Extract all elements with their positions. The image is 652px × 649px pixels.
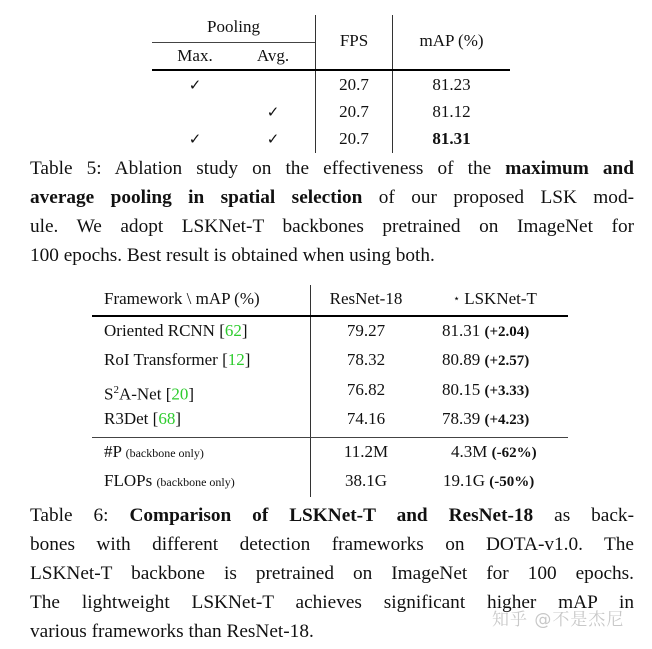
caption-text: various frameworks than ResNet-18.: [30, 621, 314, 642]
lsknet-map: 80.15: [442, 380, 481, 399]
superscript: 2: [113, 384, 119, 396]
lsknet-delta: (+3.33): [484, 383, 530, 399]
lsknet-value: [442, 409, 529, 430]
header-rule: [92, 315, 568, 317]
header-avg: Avg.: [256, 46, 290, 65]
framework-label: R3Det: [104, 409, 153, 428]
resnet-value: 76.82: [346, 380, 386, 399]
stat-note: (backbone only): [125, 446, 204, 460]
lsknet-stat: 19.1G: [443, 471, 486, 490]
lsknet-value: [442, 321, 529, 342]
mid-rule: [92, 437, 568, 438]
lsknet-map: 78.39: [442, 409, 481, 428]
lsknet-value: [442, 380, 529, 401]
header-fps: FPS: [339, 31, 369, 50]
lsknet-delta: (+4.23): [484, 412, 530, 428]
caption-text: The lightweight LSKNet-T achieves significant higher mAP in: [30, 592, 634, 613]
watermark: 知乎 @不是杰尼: [492, 610, 625, 630]
citation-link[interactable]: 20: [171, 384, 189, 404]
max-check: ✓: [188, 76, 202, 94]
citation-link[interactable]: 68: [158, 409, 176, 428]
lsknet-stat: 4.3M: [451, 442, 488, 461]
stat-name: [104, 442, 204, 463]
caption-text: bones with different detection frameworks on DOTA-v1.0. The: [30, 534, 634, 555]
framework-label: S: [104, 384, 114, 404]
map-value-best: 81.31: [432, 129, 471, 148]
stat-name: [104, 471, 235, 492]
avg-check: ✓: [266, 103, 280, 121]
caption-text: of our proposed LSK mod-: [362, 187, 635, 208]
fps-value: 20.7: [339, 129, 369, 148]
header-rule: [152, 69, 510, 71]
caption-text: as back-: [533, 505, 634, 526]
header-max: Max.: [177, 46, 213, 65]
lsknet-value: [451, 442, 537, 463]
caption-emphasis: Comparison of LSKNet-T and ResNet-18: [129, 505, 534, 526]
caption-text: LSKNet-T backbone is pretrained on ImageNet for 100 epochs.: [30, 563, 634, 584]
lsknet-delta: (+2.57): [484, 353, 530, 369]
framework-label: A-Net: [118, 384, 166, 404]
avg-check: ✓: [266, 130, 280, 148]
lsknet-delta: (+2.04): [484, 324, 530, 340]
fps-value: 20.7: [339, 75, 369, 94]
caption-text: ule. We adopt LSKNet-T backbones pretrained on ImageNet for: [30, 216, 634, 237]
lsknet-delta: (-50%): [489, 474, 535, 490]
header-lsknet-label: LSKNet-T: [464, 289, 537, 308]
stat-label: FLOPs: [104, 471, 153, 490]
stat-label: #P: [104, 442, 122, 461]
table-5-caption: [30, 154, 634, 270]
framework-name: R3Det [68]: [104, 409, 181, 428]
resnet-value: 11.2M: [343, 442, 389, 461]
lsknet-value: [442, 350, 529, 371]
caption-emphasis: maximum and: [505, 158, 634, 179]
lsknet-delta: (-62%): [491, 445, 537, 461]
resnet-value: 78.32: [346, 350, 386, 369]
star-icon: ⋆: [453, 293, 460, 305]
stat-note: (backbone only): [156, 475, 235, 489]
lsknet-map: 80.89: [442, 350, 481, 369]
caption-text: Table 6:: [30, 505, 130, 526]
map-value: 81.12: [432, 102, 471, 121]
citation-link[interactable]: 62: [224, 321, 242, 340]
framework-label: RoI Transformer: [104, 350, 223, 369]
header-lsknet: [425, 289, 565, 309]
lsknet-map: 81.31: [442, 321, 481, 340]
fps-value: 20.7: [339, 102, 369, 121]
caption-emphasis: average pooling in spatial selection: [30, 187, 363, 208]
lsknet-value: [443, 471, 534, 492]
map-value: 81.23: [432, 75, 471, 94]
caption-text: Table 5: Ablation study on the effectiveness of the: [30, 158, 506, 179]
citation-link[interactable]: 12: [227, 350, 245, 369]
pooling-cmidrule: [152, 42, 315, 43]
resnet-value: 79.27: [346, 321, 386, 340]
framework-name: RoI Transformer [12]: [104, 350, 251, 369]
framework-name: Oriented RCNN [62]: [104, 321, 248, 340]
header-resnet: ResNet-18: [329, 289, 403, 308]
resnet-value: 38.1G: [344, 471, 388, 490]
header-pooling: Pooling: [207, 17, 260, 36]
caption-text: 100 epochs. Best result is obtained when using both.: [30, 245, 435, 266]
framework-label: Oriented RCNN: [104, 321, 220, 340]
resnet-value: 74.16: [346, 409, 386, 428]
header-framework: Framework \ mAP (%): [104, 289, 260, 308]
framework-name: $S^2A$-Net [20]: [104, 384, 195, 404]
header-map: mAP (%): [419, 31, 484, 50]
max-check: ✓: [188, 130, 202, 148]
